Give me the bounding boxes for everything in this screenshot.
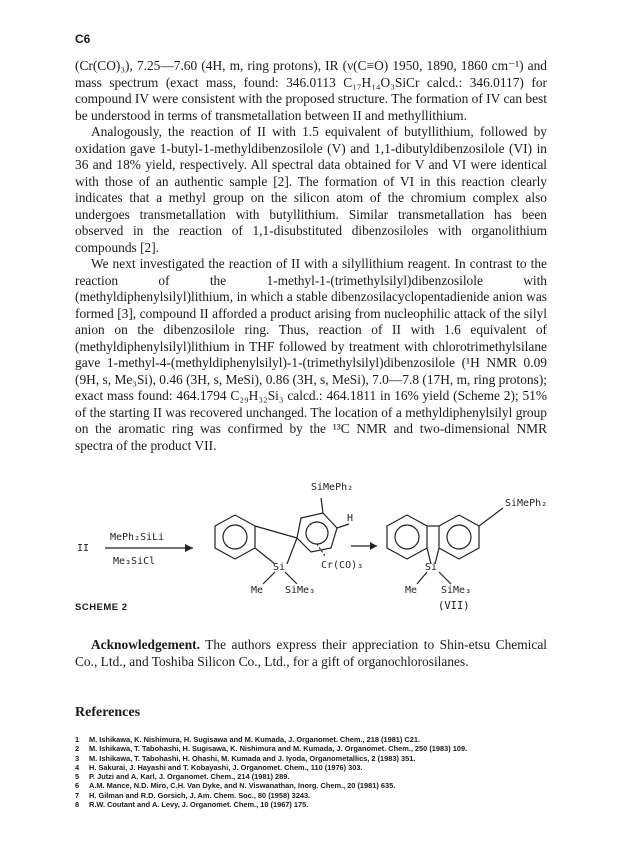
reference-item: 7 H. Gilman and R.D. Gorsich, J. Am. Chem. Soc., 80 (1958) 3243. [75,790,311,800]
intermediate-me: Me [251,585,264,596]
reference-item: 1 M. Ishikawa, K. Nishimura, H. Sugisawa and M. Kumada, J. Organomet. Chem., 218 (1981) C21. [75,735,421,744]
references-list [75,735,565,809]
reactant-label: II [77,543,90,554]
reaction-arrow-2-head [370,542,377,550]
reference-item: 8 R.W. Coutant and A. Levy, J. Organomet. Chem., 10 (1967) 175. [75,800,309,810]
references-heading: References [75,705,141,720]
scheme-2-diagram [75,478,575,618]
product-sime3: SiMe₃ [441,585,472,596]
paragraph-1: (Cr(CO)₃), 7.25—7.60 (4H, m, ring protons), IR (ν(C≡O) 1950, 1890, 1860 cm⁻¹) and mass spectrum (exact mass, found: 346.0113 C₁₇H₁₄O₃SiCr calcd.: 346.0117) for compound IV were consistent with the proposed structure. The formation of IV can best be understood in terms of transmetallation between II and methyllithium. [75,58,547,123]
intermediate-h: H [347,513,354,524]
acknowledgement-heading: Acknowledgement. [91,637,200,652]
body-text [75,58,547,454]
scheme-drawing [75,478,575,598]
product-sime-ph2: SiMePh₂ [505,498,548,509]
acknowledgement [75,637,547,670]
page-number: C6 [75,32,91,46]
reagent-bottom: Me₃SiCl [113,556,156,567]
reaction-arrow-1-head [185,544,193,552]
product-me: Me [405,585,418,596]
scheme-caption: SCHEME 2 [75,602,128,613]
paragraph-3: We next investigated the reaction of II with a silyllithium reagent. In contrast to the reaction of the 1-methyl-1-(trimethylsilyl)dibenzosilole with (methyldiphenylsilyl)lithium, in which a stable dibenzosilacyclopentadienide anion was formed [3], compound II afforded a product arising from nucleophilic attack of the silyl anion on the dibenzosilole ring. Thus, reaction of II with 1.6 equivalent of (methyldiphenylsilyl)lithium in THF followed by treatment with chlorotrimethylsilane gave 1-methyl-4-(methyldiphenylsilyl)-1-(trimethylsilyl)dibenzosilole (¹H NMR 0.09 (9H, s, Me₃Si), 0.46 (3H, s, MeSi), 0.86 (3H, s, MeSi), 7.0—7.8 (17H, m, ring protons); exact mass found: 464.1794 C₂₉H₃₂Si₃ calcd.: 464.1811 in 16% yield (Scheme 2); 51% of the starting II was recovered unchanged. The location of a methyldiphenylsilyl group on the aromatic ring was confirmed by the ¹³C NMR and two-dimensional NMR spectra of the product VII. [75,256,547,453]
reference-item: 3 M. Ishikawa, T. Tabohashi, H. Ohashi, M. Kumada and J. Iyoda, Organometallics, 2 (1983) 351. [75,753,416,763]
intermediate-si: Si [273,562,286,573]
reference-item: 4 H. Sakurai, J. Hayashi and T. Kobayashi, J. Organomet. Chem., 110 (1976) 303. [75,762,363,772]
paragraph-2: Analogously, the reaction of II with 1.5 equivalent of butyllithium, followed by oxidation gave 1-butyl-1-methyldibenzosilole (V) and 1,1-dibutyldibenzosilole (VI) in 36 and 18% yield, respectively. All spectral data obtained for V and VI were identical with those of an authentic sample [2]. The formation of VI in this reaction clearly indicates that a methyl group on the silicon atom of the chromium complex also undergoes transmetallation with butyllithium. Similar transmetallation has been observed in the reaction of 1,1-disubstituted dibenzosiloles with organolithium compounds [2]. [75,124,547,255]
product-structure [387,508,503,584]
reference-item: 5 P. Jutzi and A. Karl, J. Organomet. Chem., 214 (1981) 289. [75,772,290,782]
intermediate-sime3: SiMe₃ [285,585,316,596]
reagent-top: MePh₂SiLi [110,532,165,543]
reference-item: 2 M. Ishikawa, T. Tabohashi, H. Sugisawa, K. Nishimura and M. Kumada, J. Organomet. Chem., 250 (1983) 109. [75,744,468,754]
product-si: Si [425,562,438,573]
intermediate-cr-co3: Cr(CO)₃ [321,560,364,571]
reference-item: 6 A.M. Mance, N.D. Miro, C.H. Van Dyke, and N. Viswanathan, Inorg. Chem., 20 (1981) 635. [75,781,396,791]
acknowledgement-text: The authors express their appreciation to Shin-etsu Chemical Co., Ltd., and Toshiba Silicon Co., Ltd., for a gift of organochlorosilanes. [75,637,547,669]
product-compound-label: (VII) [438,600,470,612]
intermediate-sime-ph2: SiMePh₂ [311,482,354,493]
